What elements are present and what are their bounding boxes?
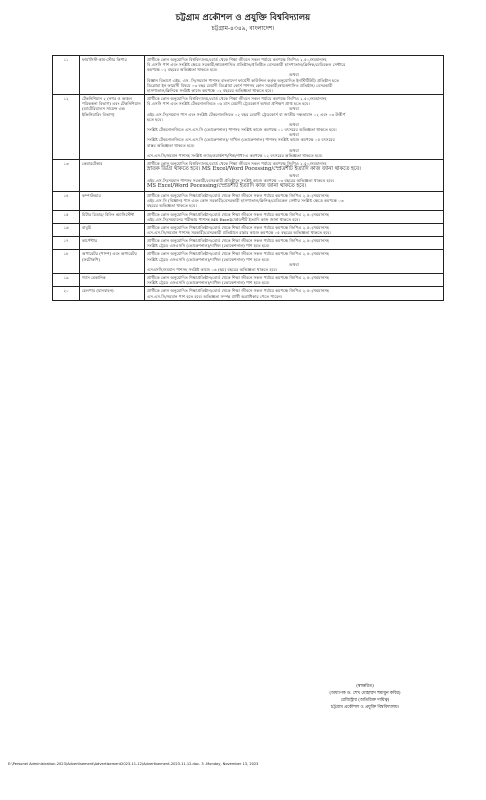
- serial-number-cell: ১৬: [53, 223, 80, 236]
- requirement-line: প্রার্থীকে কোন অনুমোদিত শিক্ষাপ্রতিষ্ঠান/বোর্ড থেকে শিক্ষা জীবনে সকল পর্যায়ে কমপক্ষে জিপিএ ২.৫০/সমমানসহ: [147, 275, 330, 281]
- requirements-cell: [145, 287, 444, 300]
- serial-number-cell: ১৩: [53, 159, 80, 191]
- requirement-line: প্রার্থীকে কোন অনুমোদিত শিক্ষাপ্রতিষ্ঠান/বোর্ড থেকে শিক্ষা জীবনে সকল পর্যায়ে কমপক্ষে জিপিএ ২.৫০/সমমানসহ: [147, 224, 330, 230]
- requirement-line: ডিপ্লোমা ইন ফার্মেসী বিষয়ে ০৩ বছর মেয়াদী ডিপ্লোমা কোর্স পাশসহ কোন সরকারী/স্বায়ত্তশাসিত প্রতিষ্ঠান/ বেসরকারী: [147, 82, 333, 88]
- table-row: [53, 56, 444, 95]
- requirement-line: প্রার্থীকে কোন অনুমোদিত শিক্ষাপ্রতিষ্ঠান/বোর্ড থেকে শিক্ষা জীবনে সকল পর্যায়ে কমপক্ষে জিপিএ ২.৫০/সমমানসহ: [147, 211, 330, 217]
- requirement-line: এস.এস.সি/সমমান পাশসহ সংশ্লিষ্ট ল্যাব/ওয়ার্কশপ/শিল্প/শাখা-এ কমপক্ষে ১২ বৎসরের অভিজ্ঞতা থাকতে হবে।: [147, 152, 323, 158]
- requirement-line: এস.এস.সি/সমমান পাশসহ সরকারী/বেসরকারী প্রতিষ্ঠানে রান্নার কাজে কমপক্ষে ০৫ বছরের অভিজ্ঞতা থাকতে হবে।: [147, 229, 331, 235]
- table-row: [53, 250, 444, 274]
- post-name-cell: বাবুর্চি: [80, 223, 145, 236]
- signatory-designation: রেজিস্ট্রার (অতিরিক্ত দায়িত্ব): [340, 698, 390, 703]
- requirement-line: বছরের অভিজ্ঞতা থাকতে হবে।: [147, 203, 197, 209]
- requirements-cell: [145, 192, 444, 210]
- requirements-cell: [145, 250, 444, 274]
- requirement-line: স্নাতক ডিগ্রি থাকতে হবে। MS Excel/Word Pocessing/স্প্রেডশীট ইত্যাদি কাজ জানা থাকতে হবে।: [147, 166, 361, 173]
- requirement-line: সংশ্লিষ্ট টেকনোলজিতে এস.এস.সি (ভোকেশনাল)/ দাখিল (ভোকেশনাল) পাশসহ সংশ্লিষ্ট কাজে কমপক্ষে ০৫ বৎসরের: [147, 137, 335, 143]
- requirement-line: প্রার্থীকে কোন অনুমোদিত শিক্ষাপ্রতিষ্ঠান/বোর্ড থেকে শিক্ষা জীবনে সকল পর্যায়ে কমপক্ষে জিপিএ ২.৫০/সমমানসহ: [147, 193, 330, 199]
- table-row: [53, 159, 444, 191]
- requirement-line: এইচ.এস.সি/সমমানের পরীক্ষায় পাশসহ MS Excel/স্প্রেডশীট ইত্যাদি কাজ জানা থাকতে হবে।: [147, 216, 300, 222]
- requirements-cell: [145, 274, 444, 287]
- table-row: [53, 237, 444, 250]
- requirement-line: হতে হবে।: [147, 116, 163, 122]
- post-name-cell: কেয়ারটেকার: [80, 159, 145, 191]
- or-separator: অথবা: [289, 132, 299, 138]
- serial-number-cell: ১৪: [53, 192, 80, 210]
- requirements-table: [52, 55, 444, 301]
- signatory-institution: চট্টগ্রাম প্রকৌশল ও প্রযুক্তি বিশ্ববিদ্যালয়।: [330, 705, 400, 710]
- requirement-line: এইচ.এস.সি/সমমান পাস এবং সংশ্লিষ্ট টেকনোলজিতে ০২ বছর মেয়াদী ট্রেডকোর্স বা জাতীয় দক্ষতামান ০২ এবং ০৩ উত্তীর্ণ: [147, 111, 346, 117]
- requirement-line: বি.এসসি পাশ এবং সংশ্লিষ্ট টেকনোলজিতে ০৬ মাস মেয়াদী ট্রেডকোর্স অথবা প্রশিক্ষণ প্রাপ্ত হতে হবে।: [147, 101, 310, 107]
- requirement-line: প্রার্থীকে কোন অনুমোদিত শিক্ষাপ্রতিষ্ঠান/বোর্ড থেকে শিক্ষা জীবনে সকল পর্যায়ে কমপক্ষে জিপিএ ২.৫০/সমমানসহ: [147, 251, 330, 257]
- or-separator: অথবা: [289, 121, 299, 127]
- post-name-cell: কার্পেন্টার: [80, 237, 145, 250]
- signed-mark: (স্বাক্ষরিত): [356, 684, 374, 689]
- requirement-line: বিজ্ঞান বিভাগে এইচ. এস. সি/সমমান পাশসহ বাংলাদেশ ফার্মেসী কাউন্সিল কর্তৃক অনুমোদিত ইনস্টিটিউট/ প্রতিষ্ঠান হতে: [147, 77, 339, 83]
- table-row: [53, 274, 444, 287]
- university-name: চট্টগ্রাম প্রকৌশল ও প্রযুক্তি বিশ্ববিদ্যালয়: [175, 13, 311, 23]
- requirement-line: এস.এস.সি/সমমান পাশ হতে হবে। অভিজ্ঞতা সম্পন্ন প্রার্থী অগ্রাধিকার পেতে পারেন।: [147, 293, 283, 299]
- or-separator: অথবা: [289, 172, 299, 178]
- post-name-cell: টেকনিশিয়ান ২ (নগর ও অঞ্চল পরিকল্পনা বিভাগ) এবং টেকনিশিয়ান (ম্যাটেরিয়ালস সায়েন্স এন্ড ইঞ্জিনিয়ারিং বিভাগ): [80, 95, 145, 160]
- serial-number-cell: ১৮: [53, 250, 80, 274]
- or-separator: অথবা: [289, 147, 299, 153]
- table-row: [53, 223, 444, 236]
- requirement-line: হাসপাতাল/ক্লিনিকে সংশ্লিষ্ট কাজে কমপক্ষে ০২ বছরের অভিজ্ঞতা থাকতে হবে।: [147, 87, 273, 93]
- serial-number-cell: ২০: [53, 287, 80, 300]
- requirements-cell: [145, 237, 444, 250]
- serial-number-cell: ১৭: [53, 237, 80, 250]
- requirement-line: এইচ.এস.সি/সমমান পাশসহ সরকারী/বেসরকারী প্রতিষ্ঠানে সংশ্লিষ্ট কাজে কমপক্ষে ০৩ বছরের অভিজ্ঞতা থাকতে হবে।: [147, 178, 335, 184]
- table-row: [53, 287, 444, 300]
- post-name-cell: গ্যাস মেকানিক: [80, 274, 145, 287]
- requirements-table-body: [53, 56, 444, 301]
- requirements-cell: [145, 210, 444, 223]
- requirement-line: সংশ্লিষ্ট ট্রেডে এসএসসি (ভোকেশনাল)/দাখিল (ভোকেশনাল) পাশ হতে হবে।: [147, 243, 270, 249]
- requirement-line: প্রার্থীকে কোন অনুমোদিত বিশ্ববিদ্যালয়/বোর্ড থেকে শিক্ষা জীবনে সকল পর্যায়ে কমপক্ষে জিপিএ ২.৫০/সমমানসহ: [147, 57, 327, 62]
- requirement-line: বাস্তব অভিজ্ঞতা থাকতে হবে।: [147, 142, 195, 148]
- post-name-cell: কম্পাউন্ডার: [80, 192, 145, 210]
- requirement-line: এইচ.এস.সি (বিজ্ঞান) পাস এবং কোন সরকারী/বেসরকারী হাসপাতাল/ক্লিনিক/মেডিকেল সেন্টার সংশ্লিষ্ট ক্ষেত্রে কমপক্ষে ০৩: [147, 198, 344, 204]
- post-name-cell: মিটার রিডার/ বিলিং অ্যাসিস্টেন্ট: [80, 210, 145, 223]
- requirement-line: প্রার্থীকে কোন অনুমোদিত শিক্ষাপ্রতিষ্ঠান/বোর্ড থেকে শিক্ষা জীবনে সকল পর্যায়ে কমপক্ষে জিপিএ ২.৫০/সমমানসহ: [147, 238, 330, 244]
- requirement-line: প্রার্থীকে কোন অনুমোদিত বিশ্ববিদ্যালয়/বোর্ড থেকে শিক্ষা জীবনে সকল পর্যায়ে কমপক্ষে জিপিএ ২.৫০/সমমানসহ: [147, 96, 327, 102]
- requirement-line: কমপক্ষে ০২ বছরের অভিজ্ঞতা থাকতে হবে।: [147, 67, 218, 73]
- table-row: [53, 210, 444, 223]
- requirement-line: MS Excel/Word Pocessing/স্প্রেডশীট ইত্যাদি কাজ জানা থাকতে হবে।: [147, 183, 307, 190]
- document-header: [0, 0, 486, 33]
- serial-number-cell: ১২: [53, 95, 80, 160]
- requirements-cell: [145, 56, 444, 95]
- serial-number-cell: ১৯: [53, 274, 80, 287]
- requirement-line: সংশ্লিষ্ট ট্রেডে এসএসসি (ভোকেশনাল)/দাখিল (ভোকেশনাল) পাশ হতে হবে।: [147, 280, 270, 286]
- requirement-line: প্রার্থীকে কোন অনুমোদিত শিক্ষাপ্রতিষ্ঠান/বোর্ড থেকে শিক্ষা জীবনে সকল পর্যায়ে কমপক্ষে জিপিএ ২.৫০/সমমানসহ: [147, 288, 330, 294]
- requirements-cell: [145, 159, 444, 191]
- or-separator: অথবা: [289, 106, 299, 112]
- requirement-line: প্রার্থীকে কোন অনুমোদিত বিশ্ববিদ্যালয়/বোর্ড থেকে শিক্ষা জীবনে সকল পর্যায়ে কমপক্ষে জিপিএ ২.৫০/সমমানসহ: [147, 160, 327, 166]
- requirement-line: বি.এসসি পাশ এবং সংশ্লিষ্ট ক্ষেত্রে সরকারী/স্বায়ত্তশাসিত প্রতিষ্ঠান/প্রতিষ্ঠিত বেসরকারী হাসপাতাল/ক্লিনিক/মেডিকেল সেন্টারে: [147, 62, 346, 68]
- post-name-cell: ফার্মাসিস্ট-কাম-স্টোর কিপার: [80, 56, 145, 95]
- requirement-line: এসএসসি/সমমান পাশসহ সংশ্লিষ্ট কাজে ০৬ (ছয়) বছরের অভিজ্ঞতা থাকতে হবে।: [147, 266, 278, 272]
- post-name-cell: অপারেটর (পাম্প) এবং অপারেটর (ফটোকপি): [80, 250, 145, 274]
- requirements-cell: [145, 223, 444, 236]
- signature-block: [300, 683, 430, 711]
- requirement-line: সংশ্লিষ্ট টেকনোলজিতে এস.এস.সি (ভোকেশনাল) পাশসহ সংশ্লিষ্ট কাজে কমপক্ষে ০১ বৎসরের অভিজ্ঞতা থাকতে হবে।: [147, 127, 337, 133]
- university-address: চট্টগ্রাম-৪৩৪৯, বাংলাদেশ।: [211, 25, 275, 32]
- post-name-cell: হেলপার (যানবাহন): [80, 287, 145, 300]
- requirement-line: সংশ্লিষ্ট ট্রেডে এসএসসি (ভোকেশনাল)/দাখিল (ভোকেশনাল) পাশ হতে হবে।: [147, 256, 270, 262]
- or-separator: অথবা: [289, 261, 299, 267]
- table-row: [53, 95, 444, 160]
- serial-number-cell: ১৫: [53, 210, 80, 223]
- file-path-footer: E:\Personel Administration-2023\Advertisement\Advertisement2023-11-12\Advertisement-2023.11.12.doc- 3 -Monday, November 13, 2023: [8, 762, 259, 766]
- signatory-name: (অধ্যাপক ড. শেখ মোহাম্মদ হুমায়ুন কবির): [329, 691, 401, 696]
- serial-number-cell: ১১: [53, 56, 80, 95]
- table-row: [53, 192, 444, 210]
- requirements-cell: [145, 95, 444, 160]
- or-separator: অথবা: [289, 72, 299, 78]
